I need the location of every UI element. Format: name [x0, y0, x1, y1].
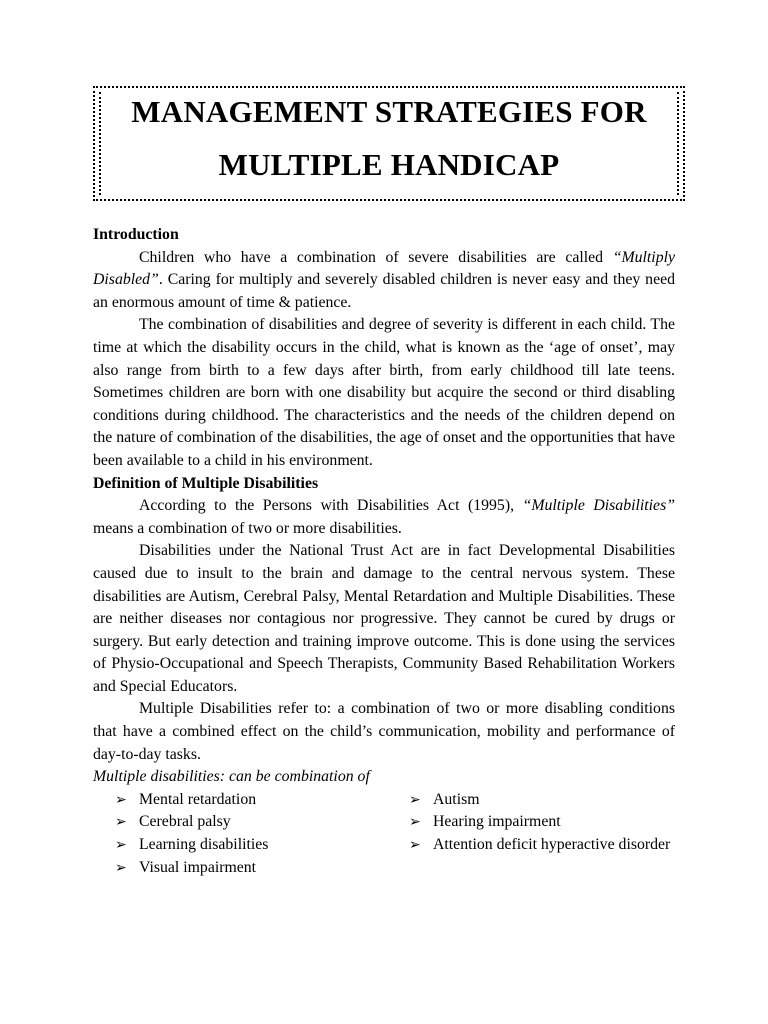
- document-body: [93, 224, 675, 881]
- definition-heading: Definition of Multiple Disabilities: [93, 474, 319, 492]
- list-item: [409, 789, 675, 812]
- definition-paragraph-2: Disabilities under the National Trust Act are in fact Developmental Disabilities caused due to insult to the brain and damage to the central nervous system. These disabilities are Autism, Cerebral Palsy, Mental Retardation and Multiple Disabilities. These are neither diseases nor contagious nor progressive. They cannot be cured by drugs or surgery. But early detection and training improve outcome. This is done using the services of Physio-Occupational and Speech Therapists, Community Based Rehabilitation Workers and Special Educators.: [93, 542, 675, 695]
- list-item-label: Learning disabilities: [139, 836, 269, 854]
- list-item: [115, 834, 345, 857]
- list-intro: Multiple disabilities: can be combination of: [93, 768, 370, 786]
- definition-p1-text-b: means a combination of two or more disabilities.: [93, 519, 402, 537]
- list-item: [115, 811, 345, 834]
- intro-paragraph-1: [93, 247, 675, 315]
- title-line-1: MANAGEMENT STRATEGIES FOR: [131, 94, 647, 129]
- intro-p1-text-b: . Caring for multiply and severely disabled children is never easy and they need an enormous amount of time & patience.: [93, 271, 675, 311]
- introduction-heading: Introduction: [93, 226, 179, 243]
- arrow-bullet-icon: ➢: [115, 814, 127, 831]
- definition-paragraph-3: Multiple Disabilities refer to: a combination of two or more disabling conditions that have a combined effect on the child’s communication, mobility and performance of day-to-day tasks.: [93, 700, 675, 763]
- list-item-label: Cerebral palsy: [139, 813, 231, 831]
- list-item-label: Attention deficit hyperactive disorder: [433, 836, 671, 854]
- arrow-bullet-icon: ➢: [409, 814, 421, 831]
- list-right-column: [409, 789, 675, 857]
- list-item-label: Autism: [433, 790, 480, 808]
- list-item-label: Mental retardation: [139, 790, 257, 808]
- intro-p1-emphasis: “Multiply Disabled”: [93, 248, 675, 289]
- intro-paragraph-2: The combination of disabilities and degree of severity is different in each child. The time at which the disability occurs in the child, what is known as the ‘age of onset’, may also range from birth to a few days after birth, from early childhood till late teens. Sometimes children are born with one disability but acquire the second or third disabling conditions during childhood. The characteristics and the needs of the children depend on the nature of combination of the disabilities, the age of onset and the opportunities that have been available to a child in his environment.: [93, 316, 675, 469]
- definition-p1-text-a: According to the Persons with Disabilities Act (1995),: [139, 497, 523, 515]
- definition-paragraph-1: [93, 495, 675, 540]
- list-item: [409, 811, 675, 834]
- arrow-bullet-icon: ➢: [115, 859, 127, 876]
- definition-p1-emphasis: “Multiple Disabilities”: [522, 497, 675, 515]
- list-left-column: [115, 789, 345, 879]
- arrow-bullet-icon: ➢: [115, 837, 127, 854]
- disability-lists: [93, 789, 675, 881]
- arrow-bullet-icon: ➢: [409, 837, 421, 854]
- list-item-label: Visual impairment: [139, 858, 257, 876]
- title-line-2: MULTIPLE HANDICAP: [218, 147, 560, 182]
- list-item: [115, 857, 345, 880]
- list-item: [115, 789, 345, 812]
- list-item: [409, 834, 675, 857]
- list-item-label: Hearing impairment: [433, 813, 561, 831]
- intro-p1-text-a: Children who have a combination of severe disabilities are called: [139, 248, 613, 266]
- arrow-bullet-icon: ➢: [115, 791, 127, 808]
- title-box: [93, 86, 685, 201]
- arrow-bullet-icon: ➢: [409, 791, 421, 808]
